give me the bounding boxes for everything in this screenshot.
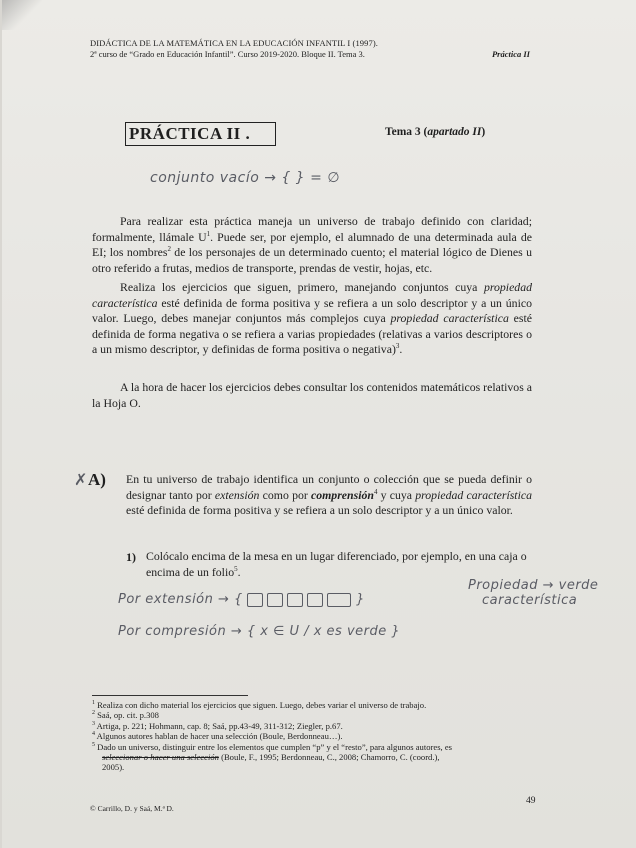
handwritten-shape-icons — [247, 593, 351, 607]
footnote-3: $^3$ Artiga, p. 221; Hohmann, cap. 8; Saá, pp.43-49, 311-312; Ziegler, p.67. — [92, 720, 343, 731]
footnote-5: $^5$ Dado un universo, distinguir entre los elementos que cumplen “p” y el “resto”, para algunos autores, es — [92, 741, 453, 752]
header-line-1: DIDÁCTICA DE LA MATEMÁTICA EN LA EDUCACIÓN INFANTIL I (1997). — [90, 38, 378, 48]
header-line-2: 2ª curso de “Grado en Educación Infantil”. Curso 2019-2020. Bloque II. Tema 3. — [90, 49, 365, 59]
triangle-block-icon — [247, 593, 263, 607]
diamond-block-icon — [307, 593, 323, 607]
paragraph-1: Para realizar esta práctica maneja un universo de trabajo definido con claridad; formalmente, llámale $U^1$. Puede ser, por ejemplo, el alumnado de una determinada aula de EI; los nombres$^2$ de los personajes de un determinado cuento; el material lógico de Dienes u otro referido a frutas, medios de transporte, prendas de vestir, hojas, etc. — [92, 214, 532, 275]
header-practica: Práctica II — [491, 49, 530, 59]
square-block-icon — [267, 593, 283, 607]
item-1-text: Colócalo encima de la mesa en un lugar diferenciado, por ejemplo, en una caja o encima de un folio$^5$. — [146, 549, 527, 579]
item-1-number: 1) — [126, 550, 136, 564]
page-corner-shadow — [2, 0, 42, 30]
handwritten-extension-note: Por extensión → { } — [118, 592, 365, 607]
footnote-1: $^1$ Realiza con dicho material los ejercicios que siguen. Luego, debes variar el universo de trabajo. — [92, 700, 427, 710]
handwritten-empty-set-note: conjunto vacío → { } = ∅ — [150, 170, 341, 186]
paragraph-2: Realiza los ejercicios que siguen, primero, manejando conjuntos cuya propiedad característica esté definida de forma positiva y se refiera a un solo descriptor y a un único valor. Luego, debes manejar conjuntos más complejos cuya propiedad característica esté definida de forma negativa o se refiera a varias propiedades (relativas a varios descriptores o a un mismo descriptor, y definidas de forma positiva o negativa)$^3$. — [92, 280, 533, 357]
section-a-label: A) — [88, 470, 106, 489]
footnote-2: $^2$ Saá, op. cit. p.308 — [92, 710, 159, 721]
footnotes — [92, 700, 532, 773]
section-a-text: En tu universo de trabajo identifica un conjunto o colección que se pueda definir o designar tanto por extensión como por comprensión$^4$ y cuya propiedad característica esté definida de forma positiva y se refiera a un solo descriptor y a un único valor. — [126, 472, 532, 518]
tema-label: Tema 3 (apartado II) — [385, 126, 486, 138]
footnote-5-end: 2005). — [102, 762, 125, 773]
handwritten-star-mark: ✗ — [74, 470, 88, 489]
handwritten-property-note: Propiedad → verde característica — [468, 578, 599, 608]
paragraph-3: A la hora de hacer los ejercicios debes consultar los contenidos matemáticos relativos a la Hoja O. — [92, 380, 532, 410]
running-header — [90, 38, 530, 60]
copyright: © Carrillo, D. y Saá, M.ª D. — [90, 804, 174, 813]
handwritten-comprehension-note: Por compresión → { x ∈ U / x es verde } — [118, 624, 401, 639]
footnote-5-cont: seleccionar o hacer una selección (Boule, F., 1995; Berdonneau, C., 2008; Chamorro, C. (coord.), — [102, 752, 440, 763]
rectangle-block-icon — [327, 593, 351, 607]
footnote-divider — [92, 695, 248, 696]
page-title: PRÁCTICA II . — [125, 122, 276, 146]
page-number: 49 — [526, 796, 536, 806]
document-page — [2, 0, 636, 848]
circle-block-icon — [287, 593, 303, 607]
footnote-4: $^4$ Algunos autores hablan de hacer una selección (Boule, Berdonneau…). — [92, 731, 343, 742]
